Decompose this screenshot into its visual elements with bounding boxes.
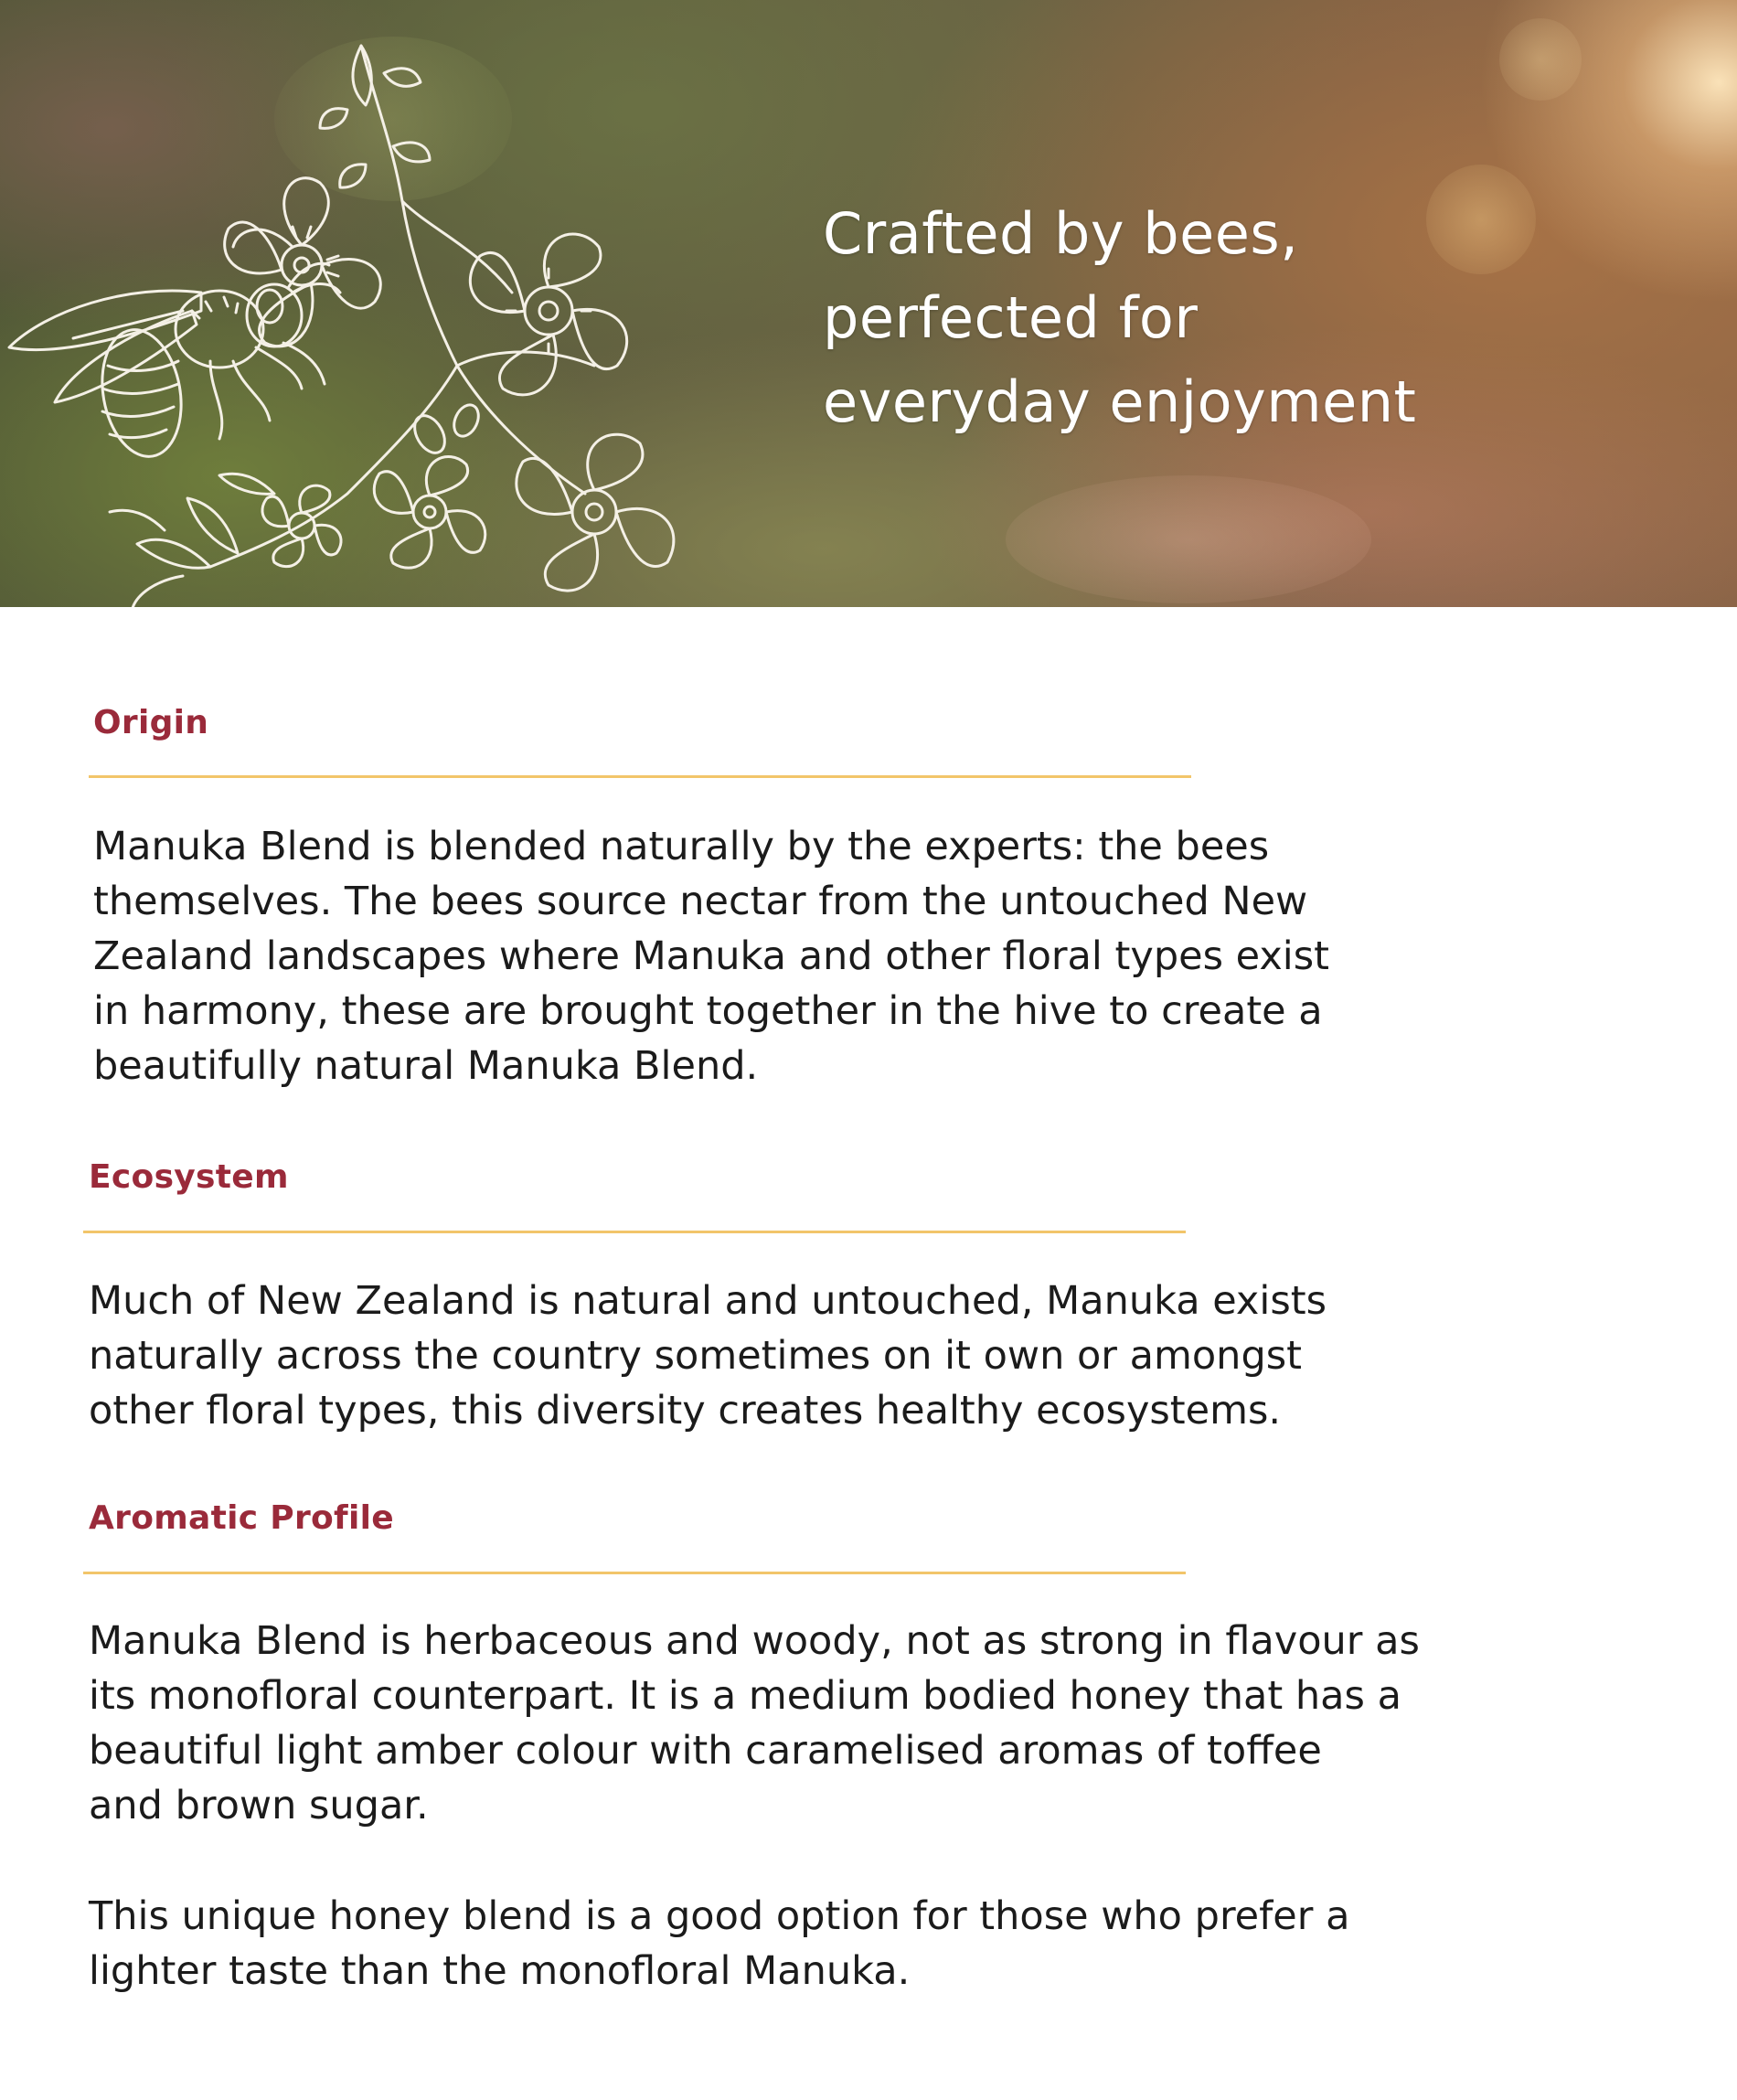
body-line: naturally across the country sometimes on it own or amongst	[89, 1333, 1302, 1379]
body-line: This unique honey blend is a good option for those who prefer a	[89, 1893, 1350, 1939]
hero-title-line: everyday enjoyment	[823, 368, 1417, 435]
body-line: its monofloral counterpart. It is a medium bodied honey that has a	[89, 1673, 1401, 1719]
body-line: Much of New Zealand is natural and untouched, Manuka exists	[89, 1278, 1327, 1324]
section-divider	[83, 1231, 1186, 1233]
section-body	[93, 819, 1647, 1093]
body-line: Zealand landscapes where Manuka and other floral types exist	[93, 933, 1330, 979]
section-heading: Origin	[93, 704, 209, 741]
section-body	[89, 1889, 1643, 1999]
hero-title-line: perfected for	[823, 284, 1199, 351]
section-heading: Aromatic Profile	[89, 1499, 395, 1537]
body-line: beautiful light amber colour with caramelised aromas of toffee	[89, 1728, 1322, 1774]
body-line: other floral types, this diversity creates healthy ecosystems.	[89, 1388, 1282, 1434]
body-line: and brown sugar.	[89, 1783, 429, 1828]
body-line: Manuka Blend is herbaceous and woody, not as strong in flavour as	[89, 1618, 1420, 1664]
hero-title-line: Crafted by bees,	[823, 200, 1299, 267]
section-body	[89, 1614, 1643, 1833]
body-line: beautifully natural Manuka Blend.	[93, 1043, 759, 1089]
hero-banner	[0, 0, 1737, 607]
bokeh-light	[1499, 18, 1582, 101]
hero-title	[823, 192, 1572, 444]
section-heading: Ecosystem	[89, 1158, 289, 1196]
body-line: lighter taste than the monofloral Manuka.	[89, 1948, 911, 1994]
section-divider	[83, 1572, 1186, 1574]
bokeh-light	[1006, 475, 1371, 603]
body-line: Manuka Blend is blended naturally by the experts: the bees	[93, 824, 1270, 869]
section-body	[89, 1274, 1643, 1438]
body-line: themselves. The bees source nectar from the untouched New	[93, 879, 1308, 924]
body-line: in harmony, these are brought together in the hive to create a	[93, 988, 1323, 1034]
section-divider	[89, 775, 1191, 778]
bee-flower-illustration-icon	[0, 18, 731, 607]
